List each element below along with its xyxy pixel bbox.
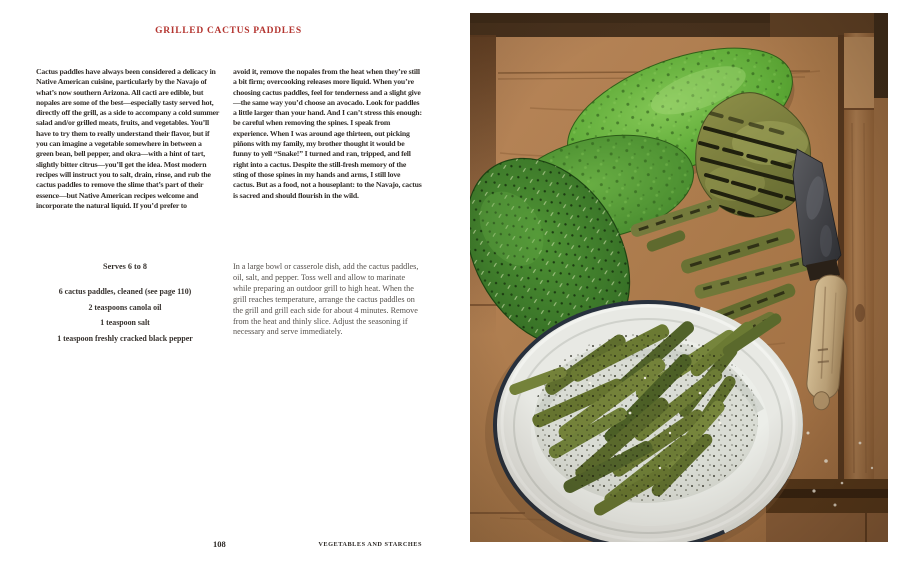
recipe-title: GRILLED CACTUS PADDLES [155, 26, 302, 36]
ingredient-line: 2 teaspoons canola oil [88, 302, 162, 312]
page-number: 108 [213, 539, 226, 549]
cactus-photo [470, 13, 888, 542]
intro-column-right: avoid it, remove the nopales from the heat when they’re still a bit firm; overcooking releases more liquid. When you’re choosing cactus paddles, feel for tenderness and a slight give—the same way you’d choose an avocado. Look for paddles a little larger than your hand. And I can’t stress this enough: be careful when removing the spines. I speak from experience. When I was around age thirteen, out picking piñons with my family, my brother thought it would be funny to yell “Snake!” I turned and ran, tripped, and fell right into a cactus. Despite the still-fresh memory of the sting of those spines in my hands and arms, I still love cactus. But as a food, not a houseplant: to the Navajo, cactus is sacred and should flourish in the wild. [233, 67, 422, 200]
intro-column-left: Cactus paddles have always been considered a delicacy in Native American cuisine, particularly by the Navajo of what’s now southern Arizona. All cacti are edible, but nopales are some of the best—especially tasty served hot, directly off the grill, as a side to accompany a cold summer salad and/or grilled meats, fruits, and vegetables. You’ll have to try them to really understand their flavor, but if you can imagine a vegetable somewhere in between a green bean, bell pepper, and okra—with a hint of tart, slightly bitter citrus—you’ll get the idea. Most modern recipes will instruct you to salt, drain, rinse, and rub the cactus paddles to remove the slime that’s part of their essence—but Native American recipes welcome and incorporate the natural liquid. If you’d prefer to [36, 67, 220, 210]
photo-vignette [470, 13, 888, 542]
serves-label: Serves 6 to 8 [103, 262, 147, 271]
method-paragraph: In a large bowl or casserole dish, add the cactus paddles, oil, salt, and pepper. Toss well and allow to marinate while preparing an outdoor grill to high heat. When the grill reaches temperature, arrange the cactus paddles on the grill and grill each side for about 4 minutes. Remove from the heat and thinly slice. Adjust the seasoning if necessary and serve immediately. [233, 262, 419, 337]
photo-page [450, 0, 900, 563]
ingredient-line: 1 teaspoon salt [100, 318, 150, 327]
ingredients-block [28, 262, 222, 346]
ingredient-line: 6 cactus paddles, cleaned (see page 110) [58, 287, 192, 296]
ingredient-line: 1 teaspoon freshly cracked black pepper [57, 333, 193, 343]
running-footer: VEGETABLES AND STARCHES [318, 541, 422, 548]
